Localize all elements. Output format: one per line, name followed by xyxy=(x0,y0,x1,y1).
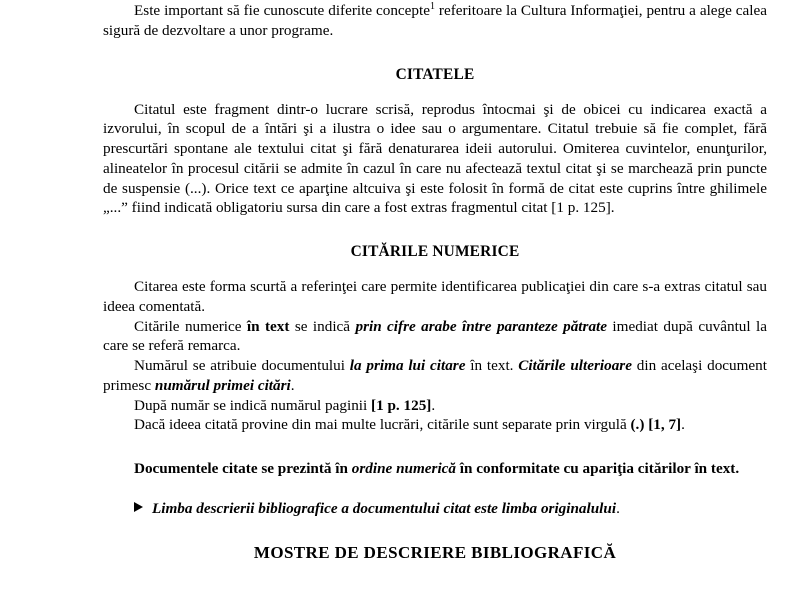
intro-text-part2: referitoare la Cultura Informaţiei, pentru a alege calea sigură de dezvoltare a unor programe. xyxy=(103,2,767,39)
citatele-paragraph: Citatul este fragment dintr-o lucrare scrisă, reprodus întocmai şi de obicei cu indicarea exactă a izvorului, în scopul de a întări şi a ilustra o idee sau o argumentare. Citatul trebuie să fie complet, fără prescurtări spontane ale textului citat şi fără denaturarea ideii autorului. Omiterea cuvintelor, enunţurilor, alineatelor în procesul citării se admite în cazul în care nu afectează textul citat şi se marchează prin puncte de suspensie (...). Orice text ce aparţine altcuiva şi este folosit în formă de citat este cuprins între ghilimele „...” fiind indicată obligatoriu sursa din care a fost extras fragmentul citat [1 p. 125]. xyxy=(103,100,767,217)
spacer xyxy=(103,262,767,277)
p5-text-a: Dacă ideea citată provine din mai multe lucrări, citările sunt separate prin virgulă xyxy=(134,416,631,434)
p3-text-g: . xyxy=(290,376,295,394)
footnote-marker: 1 xyxy=(429,0,435,12)
citarile-paragraph-1: Citarea este forma scurtă a referinţei care permite identificarea publicaţiei din care s-a extras citatul sau ideea comentată. xyxy=(103,278,767,315)
p5-text-c: . xyxy=(681,416,685,434)
spacer xyxy=(103,85,767,100)
spacer xyxy=(103,479,767,499)
statement-text-c: în conformitate cu apariţia citărilor în text. xyxy=(456,460,740,478)
heading-citarile-numerice: CITĂRILE NUMERICE xyxy=(350,243,520,261)
p2-text-c: se indică xyxy=(289,317,356,335)
p5-text-b: (.) [1, 7] xyxy=(630,416,682,434)
p3-text-f: numărul primei citări xyxy=(154,376,291,394)
p4-text-b: [1 p. 125] xyxy=(371,396,432,414)
p2-text-e: imediat după cuvântul la care se referă remarca. xyxy=(103,317,768,355)
p3-text-e: din acelaşi document primesc xyxy=(103,357,767,394)
p4-text-a: După număr se indică numărul paginii xyxy=(134,396,372,414)
intro-paragraph xyxy=(103,0,767,41)
triangle-right-icon xyxy=(134,502,143,512)
p3-text-a: Numărul se atribuie documentului xyxy=(134,357,350,375)
p2-text-b: în text xyxy=(246,317,290,335)
spacer xyxy=(103,218,767,242)
citarile-paragraph-5 xyxy=(103,415,767,435)
statement-text-a: Documentele citate se prezintă în xyxy=(134,460,352,478)
bullet-text: Limba descrierii bibliografice a documentului citat este limba originalului xyxy=(152,499,617,517)
p4-text-c: . xyxy=(431,396,436,414)
statement-text-b: ordine numerică xyxy=(351,460,456,478)
heading-mostre: MOSTRE DE DESCRIERE BIBLIOGRAFICĂ xyxy=(253,542,617,562)
citarile-paragraph-4 xyxy=(103,396,767,416)
heading-citatele: CITATELE xyxy=(395,65,475,83)
p3-text-d: Citările ulterioare xyxy=(518,357,632,375)
p3-text-c: în text. xyxy=(465,357,519,375)
citarile-paragraph-2 xyxy=(103,317,767,357)
p2-text-a: Citările numerice xyxy=(134,317,247,335)
spacer xyxy=(103,435,767,459)
p2-text-d: prin cifre arabe între paranteze pătrate xyxy=(355,317,607,335)
statement-paragraph xyxy=(103,459,767,479)
bullet-text-end: . xyxy=(616,499,620,517)
bullet-item xyxy=(103,499,767,519)
citarile-paragraph-3 xyxy=(103,356,767,396)
intro-text-part1: Este important să fie cunoscute diferite concepte xyxy=(134,2,430,19)
spacer xyxy=(103,519,767,543)
p3-text-b: la prima lui citare xyxy=(349,357,466,375)
spacer xyxy=(103,41,767,65)
